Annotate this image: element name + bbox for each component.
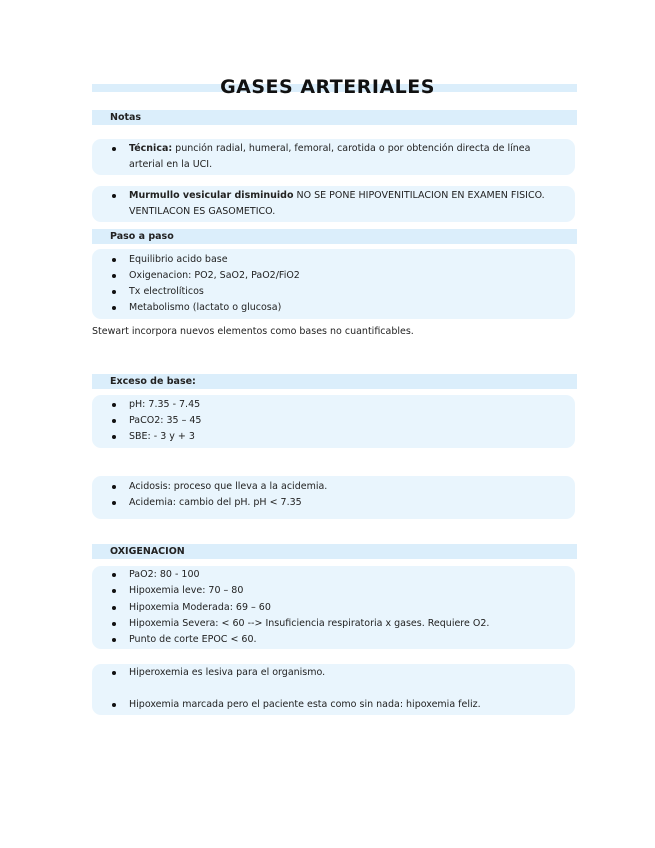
bullet-icon (112, 501, 116, 505)
bullet-icon (112, 258, 116, 262)
section-header-exceso-de-base: Exceso de base: (92, 374, 577, 389)
oxigenacion-box: PaO2: 80 - 100 Hipoxemia leve: 70 – 80 Hipoxemia Moderada: 69 – 60 Hipoxemia Severa: < 60 --> Insuficiencia respiratoria x gases. Requiere O2. Punto de corte EPOC < 60. (92, 566, 575, 649)
bullet-icon (112, 419, 116, 423)
bullet-icon (112, 403, 116, 407)
bullet-icon (112, 274, 116, 278)
hiperoxemia-box: Hiperoxemia es lesiva para el organismo. Hipoxemia marcada pero el paciente esta como sin nada: hipoxemia feliz. (92, 664, 575, 715)
bullet-icon (112, 306, 116, 310)
section-header-paso-a-paso: Paso a paso (92, 229, 577, 244)
bullet-icon (112, 638, 116, 642)
bullet-icon (112, 671, 116, 675)
note-box-tecnica: Técnica: punción radial, humeral, femoral, carotida o por obtención directa de línea arterial en la UCI. (92, 139, 575, 175)
bullet-icon (112, 622, 116, 626)
exceso-de-base-box: pH: 7.35 - 7.45 PaCO2: 35 – 45 SBE: - 3 y + 3 (92, 395, 575, 448)
section-header-oxigenacion: OXIGENACION (92, 544, 577, 559)
bullet-icon (112, 485, 116, 489)
bullet-icon (112, 589, 116, 593)
paso-a-paso-box: Equilibrio acido base Oxigenacion: PO2, SaO2, PaO2/FiO2 Tx electrolíticos Metabolismo (lactato o glucosa) (92, 249, 575, 319)
note-box-murmullo: Murmullo vesicular disminuido NO SE PONE HIPOVENITILACION EN EXAMEN FISICO. VENTILACON ES GASOMETICO. (92, 186, 575, 222)
page-title: GASES ARTERIALES (220, 76, 435, 98)
acidosis-box: Acidosis: proceso que lleva a la acidemia. Acidemia: cambio del pH. pH < 7.35 (92, 476, 575, 519)
stewart-note: Stewart incorpora nuevos elementos como bases no cuantificables. (92, 326, 414, 337)
bullet-icon (112, 435, 116, 439)
bullet-icon (112, 703, 116, 707)
bullet-icon (112, 147, 116, 151)
bullet-icon (112, 290, 116, 294)
bullet-icon (112, 194, 116, 198)
bullet-icon (112, 606, 116, 610)
bullet-icon (112, 573, 116, 577)
section-header-notas: Notas (92, 110, 577, 125)
